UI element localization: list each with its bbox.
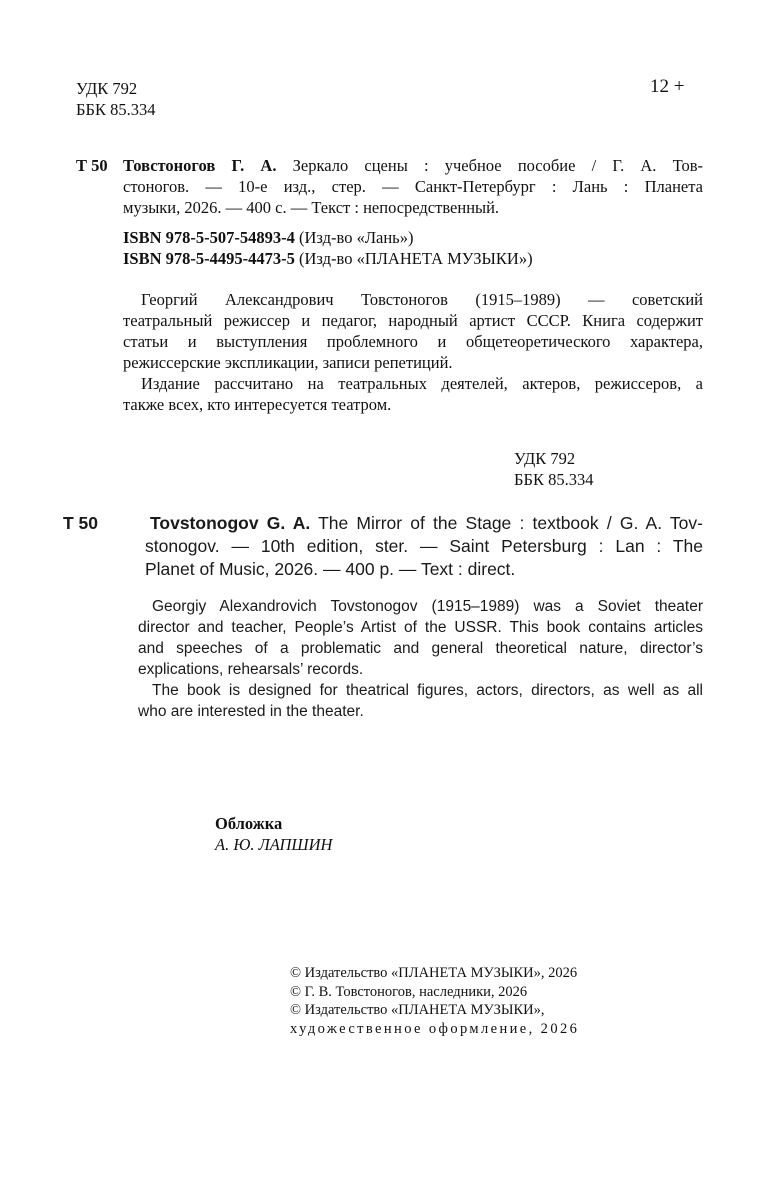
isbn-block — [123, 227, 533, 269]
ru-record-author: Товстоногов Г. А. — [123, 156, 277, 175]
ru-abstract-line-1: Георгий Александрович Товстоногов (1915–1989) — советский — [141, 290, 703, 309]
cover-designer: А. Ю. ЛАПШИН — [215, 835, 333, 854]
ru-abstract-line-3: статьи и выступления проблемного и общетеоретического характера, — [123, 332, 703, 351]
isbn-1-publisher: (Изд-во «Лань») — [294, 228, 414, 247]
en-record-line-3: Planet of Music, 2026. — 400 p. — Text : direct. — [145, 559, 516, 579]
en-abstract-line-4: explications, rehearsals’ records. — [138, 661, 364, 678]
ru-record-code: Т 50 — [76, 156, 108, 175]
en-abstract-line-6: who are interested in the theater. — [138, 703, 364, 720]
ru-abstract-line-4: режиссерские экспликации, записи репетиций. — [123, 353, 453, 372]
en-abstract-line-2: director and teacher, People’s Artist of the USSR. This book contains articles — [138, 619, 703, 636]
isbn-2-number: ISBN 978-5-4495-4473-5 — [123, 249, 295, 268]
copyright-line-4: художественное оформление, 2026 — [290, 1020, 580, 1037]
ru-abstract-line-5: Издание рассчитано на театральных деятелей, актеров, режиссеров, а — [141, 374, 703, 393]
top-classification — [76, 78, 155, 120]
isbn-2-publisher: (Изд-во «ПЛАНЕТА МУЗЫКИ») — [294, 249, 533, 268]
ru-record-continuation — [123, 176, 703, 218]
copyright-line-2: © Г. В. Товстоногов, наследники, 2026 — [290, 983, 528, 1000]
top-bbk: ББК 85.334 — [76, 100, 156, 119]
cover-label: Обложка — [215, 814, 283, 833]
ru-abstract-line-2: театральный режиссер и педагог, народный артист СССР. Книга содержит — [123, 311, 703, 330]
en-abstract-line-1: Georgiy Alexandrovich Tovstonogov (1915–1989) was a Soviet theater — [152, 598, 703, 615]
ru-record-line-2: стоногов. — 10-е изд., стер. — Санкт-Петербург : Лань : Планета — [123, 177, 703, 196]
cover-credit — [215, 813, 332, 855]
isbn-1-number: ISBN 978-5-507-54893-4 — [123, 228, 295, 247]
mid-udk: УДК 792 — [514, 449, 576, 468]
top-udk: УДК 792 — [76, 79, 138, 98]
en-abstract-line-3: and speeches of a problematic and general theoretical nature, director’s — [138, 640, 703, 657]
copyright-block — [290, 964, 579, 1038]
en-record-line-1: The Mirror of the Stage : textbook / G. A. Tov- — [310, 513, 703, 533]
ru-record-line-1: Зеркало сцены : учебное пособие / Г. А. Тов- — [276, 156, 703, 175]
copyright-line-3: © Издательство «ПЛАНЕТА МУЗЫКИ», — [290, 1002, 545, 1018]
ru-record-line-3: музыки, 2026. — 400 с. — Текст : непосредственный. — [123, 198, 500, 217]
ru-record-entry — [123, 155, 703, 176]
en-record-line-2: stonogov. — 10th edition, ster. — Saint Petersburg : Lan : The — [145, 536, 703, 556]
ru-abstract-line-6: также всех, кто интересуется театром. — [123, 395, 392, 414]
ru-abstract — [123, 289, 703, 415]
age-rating: 12 + — [650, 76, 685, 97]
mid-classification — [514, 448, 593, 490]
en-record-code: T 50 — [63, 513, 99, 533]
en-abstract — [138, 596, 703, 722]
copyright-line-1: © Издательство «ПЛАНЕТА МУЗЫКИ», 2026 — [290, 965, 578, 981]
en-abstract-line-5: The book is designed for theatrical figures, actors, directors, as well as all — [152, 682, 703, 699]
en-record-author: Tovstonogov G. A. — [150, 513, 311, 533]
en-record-entry — [145, 512, 703, 581]
mid-bbk: ББК 85.334 — [514, 470, 594, 489]
